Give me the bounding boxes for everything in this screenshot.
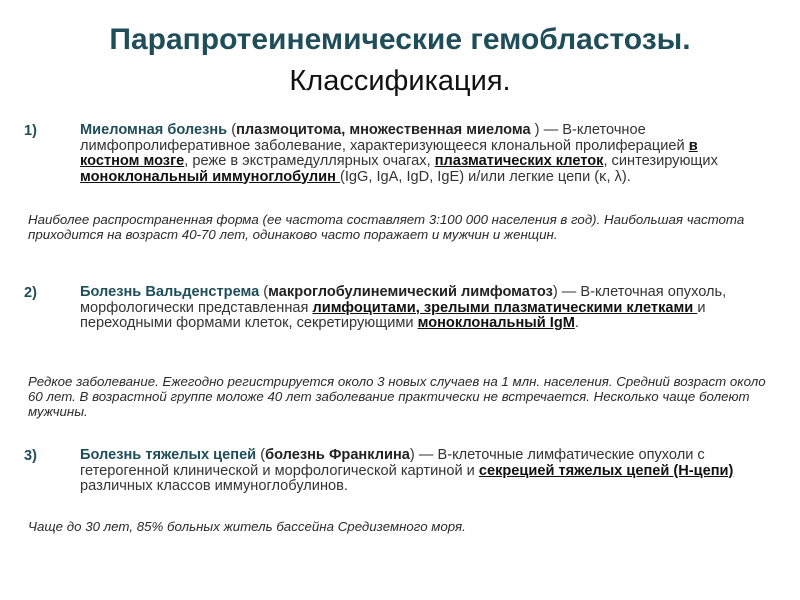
item-1-name: Миеломная болезнь bbox=[80, 122, 228, 138]
item-1-underlined-3: моноклональный иммуноглобулин bbox=[80, 168, 340, 185]
item-3-name: Болезнь тяжелых цепей bbox=[80, 447, 257, 463]
item-1-part2: ) — В-клеточное лимфопролиферативное заболевание, характеризующееся клональной пролиферацией bbox=[80, 122, 689, 154]
item-3-text bbox=[80, 448, 760, 495]
item-1-synonym: плазмоцитома, множественная миелома bbox=[236, 122, 531, 138]
item-2-underlined-2: моноклональный IgM bbox=[417, 315, 575, 331]
item-2-part1: ( bbox=[259, 284, 269, 300]
item-1-part3: , реже в экстрамедуллярных очагах, bbox=[184, 153, 435, 169]
item-2-underlined-1: лимфоцитами, зрелыми плазматическими клетками bbox=[312, 299, 698, 316]
slide-subtitle: Классификация. bbox=[289, 65, 511, 97]
item-2-name: Болезнь Вальденстрема bbox=[80, 284, 260, 300]
item-3-note: Чаще до 30 лет, 85% больных житель бассейна Средиземного моря. bbox=[28, 519, 466, 534]
item-2-part3: и переходными формами клеток, секретирующими bbox=[80, 299, 706, 331]
item-3-synonym: болезнь Франклина bbox=[265, 447, 410, 463]
item-3-part2: ) — В-клеточные лимфатические опухоли с гетерогенной клинической и морфологической картиной и bbox=[80, 447, 705, 479]
item-3-number: 3) bbox=[24, 448, 37, 464]
item-2-text bbox=[80, 285, 760, 332]
item-3-part1: ( bbox=[256, 447, 266, 463]
slide-title: Парапротеинемические гемобластозы. bbox=[109, 23, 691, 56]
item-1-text bbox=[80, 123, 760, 185]
item-1-part1: ( bbox=[227, 122, 237, 138]
item-1-part5: (IgG, IgA, IgD, IgE) и/или легкие цепи (κ, λ). bbox=[339, 168, 631, 185]
item-2-part2: ) — В-клеточная опухоль, морфологически представленная bbox=[80, 284, 727, 316]
item-1-number: 1) bbox=[24, 123, 37, 139]
item-2-number: 2) bbox=[24, 285, 37, 301]
item-1-note: Наиболее распространенная форма (ее частота составляет 3:100 000 населения в год). Наибольшая частота приходится на возраст 40-70 лет, одинаково часто поражает и мужчин и женщин. bbox=[28, 212, 745, 242]
item-1-underlined-1: в костном мозге bbox=[80, 137, 698, 169]
item-1-part4: , синтезирующих bbox=[603, 153, 718, 169]
item-2-part4: . bbox=[574, 315, 579, 331]
item-2-synonym: макроглобулинемический лимфоматоз bbox=[268, 284, 553, 300]
item-3-part3: различных классов иммуноглобулинов. bbox=[80, 478, 348, 494]
item-2-note: Редкое заболевание. Ежегодно регистрируется около 3 новых случаев на 1 млн. населения. Средний возраст около 60 лет. В возрастной группе моложе 40 лет заболевание практически не встречается. Несколько чаще болеют мужчины. bbox=[28, 374, 766, 419]
item-3-underlined-1: секрецией тяжелых цепей (Н-цепи) bbox=[478, 462, 734, 479]
item-1-underlined-2: плазматических клеток bbox=[434, 153, 604, 169]
